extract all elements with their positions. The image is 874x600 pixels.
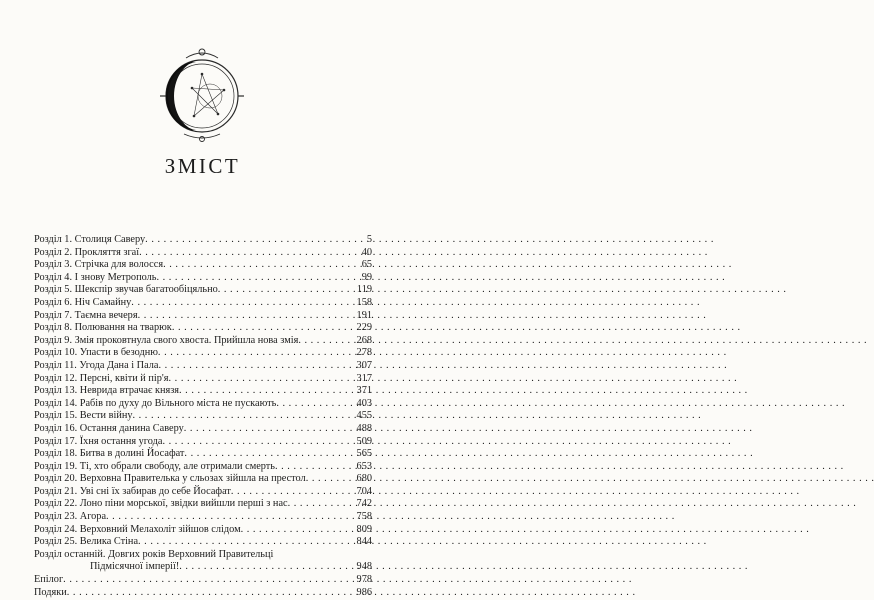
toc-entry	[34, 473, 372, 486]
toc-entry-page: 403	[356, 397, 372, 409]
toc-entry-page: 40	[361, 246, 372, 258]
toc-entry	[34, 436, 372, 449]
toc-entry	[34, 423, 372, 436]
toc-entry	[34, 373, 372, 386]
toc-entry	[34, 360, 372, 373]
toc-entry-label: Розділ 15. Вести війну	[34, 410, 133, 422]
toc-entry-label: Розділ 8. Полювання на тварюк	[34, 322, 172, 334]
page-title: ЗМІСТ	[164, 154, 241, 178]
dot-leader	[63, 574, 355, 587]
toc-entry-label: Розділ 7. Таємна вечеря	[34, 309, 138, 321]
toc-entry	[34, 347, 372, 360]
toc-entry-page: 371	[356, 385, 372, 397]
toc-entry-page: 758	[356, 511, 372, 523]
toc-entry-label: Розділ 22. Лоно піни морської, звідки вийшли перші з нас	[34, 498, 288, 510]
toc-entry-page: 844	[356, 536, 372, 548]
dot-leader	[172, 322, 356, 335]
toc-entry	[34, 549, 372, 574]
toc-entry-label: Розділ 25. Велика Стіна	[34, 536, 139, 548]
toc-entry-page: 742	[356, 498, 372, 510]
toc-entry	[34, 498, 372, 511]
toc-entry	[34, 284, 372, 297]
dot-leader	[138, 536, 356, 549]
dot-leader	[158, 347, 356, 360]
toc-entry-label: Розділ останній. Довгих років Верховний Правительці	[34, 548, 274, 560]
toc-entry-label: Розділ 10. Упасти в безодню	[34, 347, 158, 359]
toc-entry-page: 455	[356, 410, 372, 422]
dot-leader	[67, 587, 356, 600]
dot-leader	[133, 410, 356, 423]
dot-leader	[179, 385, 356, 398]
toc-entry-label: Розділ 20. Верховна Правителька у сльозах зійшла на престол	[34, 473, 306, 485]
dot-leader	[106, 511, 356, 524]
toc-entry-label: Розділ 24. Верховний Мелахоліт зійшов слідом	[34, 523, 241, 535]
toc-entry-page: 229	[356, 322, 372, 334]
toc-entry	[34, 322, 372, 335]
toc-entry-label: Розділ 17. Їхня остання угода	[34, 435, 163, 447]
toc-entry-label: Розділ 16. Остання данина Саверу	[34, 422, 184, 434]
dot-leader	[298, 335, 355, 348]
toc-entry-label: Розділ 5. Шекспір звучав багатообіцяльно	[34, 284, 218, 296]
dot-leader	[139, 247, 361, 260]
toc-entry	[34, 398, 372, 411]
toc-entry-page: 5	[366, 234, 372, 245]
toc-entry-label-continued: Підмісячної імперії!	[90, 561, 180, 573]
toc-entry	[34, 247, 372, 260]
toc-entry	[34, 310, 372, 323]
toc-entry-page: 986	[356, 586, 372, 598]
dot-leader	[288, 498, 356, 511]
table-of-contents	[34, 234, 372, 599]
dot-leader	[184, 448, 355, 461]
toc-entry	[34, 448, 372, 461]
toc-entry-label: Розділ 2. Прокляття згаї	[34, 246, 140, 258]
dot-leader	[162, 436, 355, 449]
toc-entry-page: 307	[356, 359, 372, 371]
toc-entry	[34, 536, 372, 549]
dot-leader	[275, 461, 356, 474]
toc-entry	[34, 587, 372, 600]
dot-leader	[138, 310, 356, 323]
toc-entry-page: 653	[356, 460, 372, 472]
toc-entry-page: 948	[356, 561, 372, 573]
toc-entry-label: Розділ 6. Ніч Самайну	[34, 296, 132, 308]
toc-entry-page: 704	[356, 485, 372, 497]
toc-entry	[34, 272, 372, 285]
toc-entry-label: Розділ 4. І знову Метрополь	[34, 271, 157, 283]
toc-entry-page: 509	[356, 435, 372, 447]
dot-leader	[184, 423, 356, 436]
toc-entry-page: 99	[361, 271, 372, 283]
toc-entry	[34, 486, 372, 499]
toc-entry-label: Розділ 19. Ті, хто обрали свободу, але отримали смерть	[34, 460, 275, 472]
dot-leader	[276, 398, 355, 411]
toc-entry-page: 565	[356, 448, 372, 460]
toc-entry-label: Розділ 9. Змія проковтнула свого хвоста. Прийшла нова змія	[34, 334, 299, 346]
toc-entry-label: Розділ 14. Рабів по духу до Вільного міста не пускають	[34, 397, 277, 409]
toc-entry	[34, 511, 372, 524]
dot-leader	[218, 284, 356, 297]
toc-entry	[34, 524, 372, 537]
dot-leader	[145, 234, 366, 247]
toc-entry-label: Розділ 23. Агора	[34, 511, 107, 523]
toc-entry-page: 488	[356, 422, 372, 434]
toc-entry-page: 158	[356, 296, 372, 308]
toc-entry-label: Розділ 1. Столиця Саверу	[34, 234, 146, 245]
toc-entry-label: Розділ 18. Битва в долині Йосафат	[34, 448, 185, 460]
toc-entry-page: 809	[356, 523, 372, 535]
dot-leader	[306, 473, 356, 486]
dot-leader	[156, 272, 360, 285]
moon-sun-emblem-icon	[156, 44, 248, 144]
toc-entry-page: 317	[356, 372, 372, 384]
toc-entry-label: Розділ 13. Неврида втрачає князя	[34, 385, 180, 397]
toc-entry	[34, 335, 372, 348]
toc-entry-label: Подяки	[34, 586, 67, 598]
toc-entry-label: Розділ 11. Угода Дана і Пала	[34, 359, 159, 371]
dot-leader	[158, 360, 355, 373]
toc-entry	[34, 410, 372, 423]
toc-entry-label: Розділ 21. Уві сні їх забирав до себе Йосафат	[34, 485, 231, 497]
toc-entry-page: 268	[356, 334, 372, 346]
toc-entry-label: Розділ 3. Стрічка для волосся	[34, 259, 164, 271]
toc-entry	[34, 297, 372, 310]
dot-leader	[169, 373, 356, 386]
toc-entry	[34, 574, 372, 587]
dot-leader	[179, 561, 355, 574]
dot-leader	[163, 259, 361, 272]
dot-leader	[131, 297, 355, 310]
toc-entry-page: 65	[361, 259, 372, 271]
toc-entry	[34, 385, 372, 398]
toc-entry-page: 119	[356, 284, 372, 296]
toc-entry-page: 680	[356, 473, 372, 485]
toc-entry-page: 191	[356, 309, 372, 321]
dot-leader	[241, 524, 356, 537]
dot-leader	[231, 486, 356, 499]
toc-entry	[34, 461, 372, 474]
toc-entry-label: Розділ 12. Персні, квіти й пір'я	[34, 372, 169, 384]
toc-entry	[34, 234, 372, 247]
toc-entry	[34, 259, 372, 272]
toc-entry-page: 978	[356, 574, 372, 586]
toc-entry-page: 278	[356, 347, 372, 359]
toc-entry-label: Епілог	[34, 574, 64, 586]
